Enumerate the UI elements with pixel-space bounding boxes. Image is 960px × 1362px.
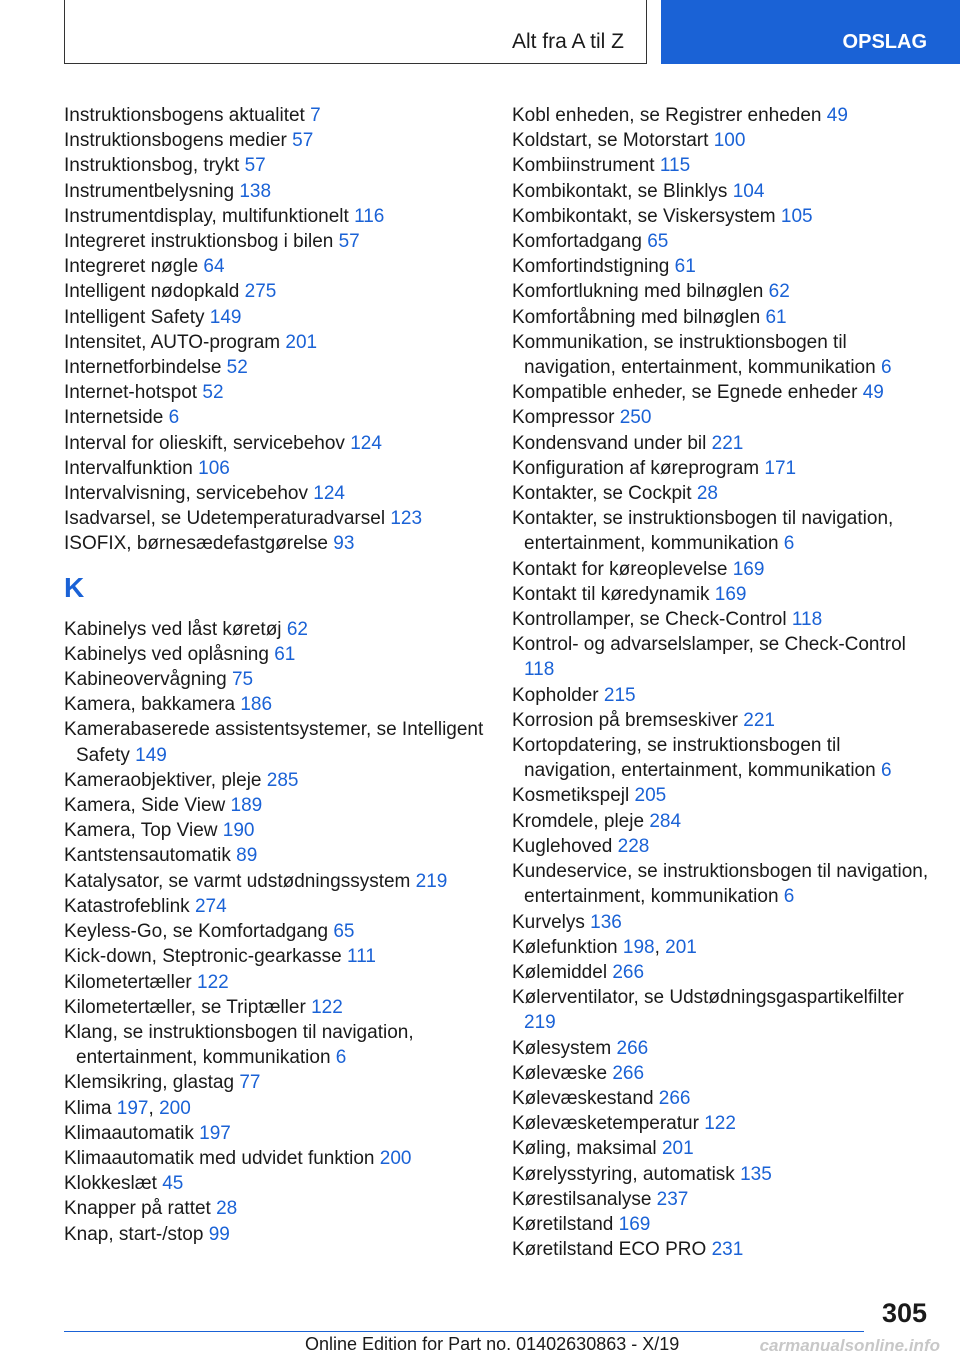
index-entry-text: Intelligent nødopkald bbox=[64, 281, 240, 303]
index-entry-text: Kick-down, Steptronic-gearkasse bbox=[64, 946, 342, 968]
page-reference-link[interactable]: 49 bbox=[862, 382, 884, 404]
index-entry-text: Intelligent Safety bbox=[64, 306, 205, 328]
index-entry bbox=[64, 944, 484, 969]
page-reference-link[interactable]: 6 bbox=[783, 886, 795, 908]
index-entry-text: Katalysator, se varmt udstødningssystem bbox=[64, 870, 411, 892]
index-entry-text: Kølevæsketemperatur bbox=[512, 1113, 699, 1135]
index-entry bbox=[64, 970, 484, 995]
index-entry bbox=[512, 557, 932, 582]
page-reference-link[interactable]: 52 bbox=[202, 382, 224, 404]
index-entry bbox=[512, 985, 932, 1035]
page-reference-link[interactable]: 215 bbox=[603, 684, 636, 706]
index-entry bbox=[512, 254, 932, 279]
index-entry-text: Kompatible enheder, se Egnede enheder bbox=[512, 382, 858, 404]
page-reference-link[interactable]: 45 bbox=[162, 1173, 184, 1195]
index-entry bbox=[64, 843, 484, 868]
page-reference-link[interactable]: 93 bbox=[333, 533, 355, 555]
index-entry-text: Kamera, Top View bbox=[64, 820, 218, 842]
index-entry-text: Kromdele, pleje bbox=[512, 810, 645, 832]
index-entry-text: Kontrol- og advarselslamper, se Check-Control bbox=[512, 634, 906, 656]
index-entry bbox=[64, 667, 484, 692]
index-entry-text: Kombikontakt, se Blinklys bbox=[512, 180, 728, 202]
page-reference-link[interactable]: 49 bbox=[826, 105, 848, 126]
page-reference-link[interactable]: 124 bbox=[313, 483, 345, 505]
index-entry-text: Kommunikation, se instruktionsbogen til navigation, entertainment, kommunikation bbox=[512, 331, 876, 379]
page-reference-link[interactable]: 57 bbox=[338, 231, 360, 253]
index-entry bbox=[512, 859, 932, 909]
page-reference-link[interactable]: 266 bbox=[658, 1087, 691, 1109]
index-entry bbox=[512, 179, 932, 204]
page-reference-link[interactable]: 219 bbox=[524, 1012, 556, 1034]
page-reference-link[interactable]: 77 bbox=[239, 1072, 261, 1094]
index-entry-text: Katastrofeblink bbox=[64, 895, 190, 917]
index-entry-text: Kølesystem bbox=[512, 1037, 612, 1059]
index-entry-text: Klima bbox=[64, 1097, 112, 1119]
index-entry-text: Klang, se instruktionsbogen til navigation, entertainment, kommunikation bbox=[64, 1021, 414, 1069]
index-entry bbox=[64, 1222, 484, 1247]
page-reference-link[interactable]: 228 bbox=[617, 835, 650, 857]
index-entry-text: Kantstensautomatik bbox=[64, 845, 231, 867]
page-reference-link[interactable]: 197 bbox=[199, 1122, 231, 1144]
index-entry-text: Intervalfunktion bbox=[64, 457, 193, 479]
page-reference-link[interactable]: 28 bbox=[696, 483, 718, 505]
index-entry bbox=[512, 809, 932, 834]
index-entry bbox=[512, 279, 932, 304]
index-entry-text: Kørelysstyring, automatisk bbox=[512, 1163, 735, 1185]
page-reference-link[interactable]: 65 bbox=[647, 231, 669, 253]
index-entry bbox=[64, 305, 484, 330]
index-column-right bbox=[512, 103, 932, 1262]
index-entry-text: Kontakter, se instruktionsbogen til navigation, entertainment, kommunikation bbox=[512, 508, 894, 555]
page-reference-link[interactable]: 266 bbox=[616, 1037, 649, 1059]
footer-edition-text: Online Edition for Part no. 01402630863 - X/19 bbox=[305, 1334, 680, 1354]
index-entry-text: Kilometertæller, se Triptæller bbox=[64, 996, 306, 1018]
index-entry bbox=[64, 506, 484, 531]
index-entry bbox=[64, 818, 484, 843]
index-entry bbox=[64, 617, 484, 642]
page-reference-link[interactable]: 198 bbox=[622, 936, 655, 958]
page-reference-link[interactable]: 123 bbox=[390, 508, 423, 530]
index-entry-text: Integreret nøgle bbox=[64, 256, 199, 278]
page-reference-link[interactable]: 104 bbox=[732, 180, 765, 202]
index-entry bbox=[64, 1171, 484, 1196]
index-entry bbox=[64, 153, 484, 178]
page-reference-link[interactable]: 169 bbox=[732, 558, 765, 580]
page-reference-link[interactable]: 171 bbox=[764, 457, 797, 479]
index-entry-text: Korrosion på bremseskiver bbox=[512, 709, 738, 731]
index-entry bbox=[64, 380, 484, 405]
page-reference-link[interactable]: 106 bbox=[198, 457, 230, 479]
page-reference-link[interactable]: 6 bbox=[880, 760, 892, 782]
footer-divider bbox=[64, 1331, 864, 1332]
index-entry bbox=[64, 431, 484, 456]
page-reference-link[interactable]: 64 bbox=[203, 256, 225, 278]
page-reference-link[interactable]: 149 bbox=[135, 744, 167, 766]
index-entry bbox=[512, 1162, 932, 1187]
page-reference-link[interactable]: 266 bbox=[612, 1062, 645, 1084]
page-reference-link[interactable]: 149 bbox=[209, 306, 242, 328]
index-entry bbox=[512, 506, 932, 556]
page-reference-link[interactable]: 197 bbox=[116, 1097, 149, 1119]
page-reference-link[interactable]: 124 bbox=[350, 432, 382, 454]
index-entry bbox=[64, 481, 484, 506]
index-entry-text: ISOFIX, børnesædefastgørelse bbox=[64, 533, 328, 555]
page-reference-link[interactable]: 62 bbox=[768, 281, 790, 303]
index-entry bbox=[64, 405, 484, 430]
index-entry bbox=[64, 919, 484, 944]
index-entry bbox=[64, 894, 484, 919]
index-entry bbox=[512, 632, 932, 682]
index-entry-text: Isadvarsel, se Udetemperaturadvarsel bbox=[64, 508, 386, 530]
index-entry bbox=[64, 254, 484, 279]
index-entry-text: Koldstart, se Motorstart bbox=[512, 130, 709, 152]
header-section-box bbox=[64, 0, 647, 64]
index-entry bbox=[64, 531, 484, 556]
index-entry-text: Kontrollamper, se Check-Control bbox=[512, 609, 787, 631]
page-reference-link[interactable]: 169 bbox=[618, 1213, 651, 1235]
index-entry bbox=[64, 279, 484, 304]
index-entry bbox=[512, 330, 932, 380]
page-reference-link[interactable]: 115 bbox=[659, 155, 691, 177]
index-entry-text: Kopholder bbox=[512, 684, 599, 706]
page-reference-link[interactable]: 284 bbox=[649, 810, 682, 832]
index-entry-text: Keyless-Go, se Komfortadgang bbox=[64, 921, 329, 943]
index-entry-text: Integreret instruktionsbog i bilen bbox=[64, 231, 334, 253]
page-reference-link[interactable]: 186 bbox=[240, 694, 273, 716]
index-entry-text: Kørestilsanalyse bbox=[512, 1188, 652, 1210]
index-entry-text: Kølemiddel bbox=[512, 961, 608, 983]
index-entry bbox=[64, 642, 484, 667]
page-reference-link[interactable]: 57 bbox=[244, 155, 266, 177]
page-reference-link[interactable]: 7 bbox=[310, 105, 321, 126]
index-entry bbox=[512, 128, 932, 153]
index-entry-text: Internetside bbox=[64, 407, 164, 429]
index-entry-text: Internet-hotspot bbox=[64, 382, 198, 404]
index-entry-text: Klimaautomatik bbox=[64, 1122, 194, 1144]
index-entry-text: Kundeservice, se instruktionsbogen til navigation, entertainment, kommunikation bbox=[512, 861, 929, 908]
index-entry-text: Kobl enheden, se Registrer enheden bbox=[512, 105, 822, 126]
index-entry bbox=[512, 431, 932, 456]
index-entry bbox=[512, 683, 932, 708]
index-entry bbox=[64, 1020, 484, 1070]
index-entry-text: Kølevæske bbox=[512, 1062, 608, 1084]
index-entry bbox=[512, 834, 932, 859]
index-entry-text: Kølerventilator, se Udstødningsgaspartikelfilter bbox=[512, 987, 904, 1009]
index-entry bbox=[64, 179, 484, 204]
index-entry-text: Interval for olieskift, servicebehov bbox=[64, 432, 345, 454]
index-entry bbox=[512, 456, 932, 481]
page-reference-link[interactable]: 250 bbox=[619, 407, 652, 429]
page-reference-link[interactable]: 135 bbox=[740, 1163, 772, 1185]
page-reference-link[interactable]: 52 bbox=[226, 357, 248, 379]
index-entry bbox=[512, 204, 932, 229]
page-reference-link[interactable]: 6 bbox=[335, 1047, 347, 1069]
index-entry-text: Kamerabaserede assistentsystemer, se Intelligent Safety bbox=[64, 719, 484, 766]
index-entry-text: Intervalvisning, servicebehov bbox=[64, 483, 308, 505]
index-entry-text: Kabinelys ved låst køretøj bbox=[64, 618, 282, 640]
index-entry bbox=[64, 717, 484, 767]
index-entry-text: Kontakt til køredynamik bbox=[512, 583, 710, 605]
index-entry bbox=[64, 229, 484, 254]
page-reference-link[interactable]: 237 bbox=[656, 1188, 689, 1210]
index-entry bbox=[512, 960, 932, 985]
index-entry-text: Kabinelys ved oplåsning bbox=[64, 643, 269, 665]
page-reference-link[interactable]: 61 bbox=[274, 643, 296, 665]
page-reference-link[interactable]: 122 bbox=[197, 971, 229, 993]
page-reference-link[interactable]: 221 bbox=[711, 432, 744, 454]
index-entry: Klima 197, 200 bbox=[64, 1097, 191, 1119]
index-entry bbox=[64, 1121, 484, 1146]
index-entry bbox=[512, 1086, 932, 1111]
index-entry-text: Kameraobjektiver, pleje bbox=[64, 769, 262, 791]
index-entry bbox=[64, 995, 484, 1020]
page-reference-link[interactable]: 275 bbox=[244, 281, 277, 303]
page-reference-link[interactable]: 6 bbox=[880, 357, 892, 379]
page-reference-link[interactable]: 221 bbox=[743, 709, 775, 731]
index-entry-text: Kabineovervågning bbox=[64, 669, 227, 691]
index-entry-text: Knap, start-/stop bbox=[64, 1223, 204, 1245]
letter-heading-k: K bbox=[64, 571, 85, 603]
index-group-k bbox=[64, 617, 484, 1247]
index-entry bbox=[512, 1187, 932, 1212]
page-reference-link[interactable]: 122 bbox=[311, 996, 343, 1018]
index-entry bbox=[512, 1036, 932, 1061]
index-entry-text: Intensitet, AUTO-program bbox=[64, 331, 281, 353]
index-entry bbox=[512, 1212, 932, 1237]
index-entry bbox=[64, 204, 484, 229]
page-reference-link[interactable]: 285 bbox=[266, 769, 299, 791]
index-entry bbox=[512, 1061, 932, 1086]
page-reference-link[interactable]: 28 bbox=[216, 1198, 238, 1220]
index-entry-text: Kølefunktion bbox=[512, 936, 618, 958]
index-entry bbox=[512, 708, 932, 733]
index-entry bbox=[64, 1196, 484, 1221]
index-entry bbox=[512, 481, 932, 506]
index-entry-text: Klimaautomatik med udvidet funktion bbox=[64, 1147, 375, 1169]
page-reference-link[interactable]: 122 bbox=[704, 1113, 736, 1135]
page-reference-link[interactable]: 136 bbox=[590, 911, 622, 933]
page-reference-link[interactable]: 190 bbox=[222, 820, 255, 842]
index-entry bbox=[512, 405, 932, 430]
index-entry bbox=[64, 128, 484, 153]
index-entry-text: Komfortindstigning bbox=[512, 256, 670, 278]
index-entry bbox=[512, 153, 932, 178]
page-reference-link[interactable]: 99 bbox=[208, 1223, 230, 1245]
index-entry bbox=[64, 768, 484, 793]
index-entry bbox=[64, 1146, 484, 1171]
index-entry-text: Kombiinstrument bbox=[512, 155, 655, 177]
index-entry bbox=[512, 103, 932, 128]
page-reference-link[interactable]: 57 bbox=[292, 130, 314, 152]
index-entry bbox=[64, 330, 484, 355]
index-entry bbox=[512, 733, 932, 783]
index-entry bbox=[64, 793, 484, 818]
index-entry-text: Køling, maksimal bbox=[512, 1138, 657, 1160]
page-reference-link[interactable]: 61 bbox=[674, 256, 696, 278]
page-reference-link[interactable]: 75 bbox=[231, 669, 254, 691]
index-entry-text: Kondensvand under bil bbox=[512, 432, 707, 454]
index-entry bbox=[512, 229, 932, 254]
watermark-text: carmanualsonline.info bbox=[759, 1336, 940, 1355]
index-entry-text: Instrumentdisplay, multifunktionelt bbox=[64, 205, 349, 227]
index-entry: Kølefunktion 198, 201 bbox=[512, 936, 697, 958]
page-reference-link[interactable]: 118 bbox=[791, 609, 823, 631]
page-reference-link[interactable]: 105 bbox=[780, 205, 813, 227]
page-reference-link[interactable]: 100 bbox=[713, 130, 746, 152]
page-reference-link[interactable]: 118 bbox=[524, 659, 555, 681]
index-entry-text: Internetforbindelse bbox=[64, 357, 222, 379]
section-title: Alt fra A til Z bbox=[511, 30, 624, 53]
index-entry-text: Kuglehoved bbox=[512, 835, 613, 857]
index-entry bbox=[64, 103, 484, 128]
index-entry-text: Klokkeslæt bbox=[64, 1173, 157, 1195]
index-entry-text: Komfortlukning med bilnøglen bbox=[512, 281, 764, 303]
page-reference-link[interactable]: 200 bbox=[159, 1097, 191, 1119]
page-reference-link[interactable]: 116 bbox=[354, 205, 385, 227]
index-entry bbox=[512, 607, 932, 632]
index-entry-text: Konfiguration af køreprogram bbox=[512, 457, 760, 479]
index-entry-text: Komfortadgang bbox=[512, 231, 642, 253]
index-entry-text: Køretilstand bbox=[512, 1213, 614, 1235]
page-reference-link[interactable]: 266 bbox=[612, 961, 645, 983]
page-reference-link[interactable]: 274 bbox=[194, 895, 227, 917]
page-reference-link[interactable]: 61 bbox=[765, 306, 787, 328]
page-reference-link[interactable]: 65 bbox=[333, 921, 355, 943]
index-entry-text: Kosmetikspejl bbox=[512, 785, 630, 807]
page-reference-link[interactable]: 6 bbox=[783, 533, 795, 555]
tab-opslag[interactable] bbox=[661, 0, 960, 64]
index-entry bbox=[512, 1237, 932, 1262]
index-entry-text: Kølevæskestand bbox=[512, 1087, 654, 1109]
index-group-i bbox=[64, 103, 484, 557]
page-reference-link[interactable]: 201 bbox=[665, 936, 697, 958]
index-entry-text: Kortopdatering, se instruktionsbogen til navigation, entertainment, kommunikation bbox=[512, 735, 876, 782]
page-reference-link[interactable]: 189 bbox=[230, 795, 263, 817]
index-entry-text: Kamera, Side View bbox=[64, 795, 226, 817]
index-entry-text: Kilometertæller bbox=[64, 971, 192, 993]
index-group-k-continued bbox=[512, 103, 932, 1262]
index-entry-text: Knapper på rattet bbox=[64, 1198, 211, 1220]
index-entry-text: Klemsikring, glastag bbox=[64, 1072, 235, 1094]
page-reference-link[interactable]: 219 bbox=[415, 870, 448, 892]
index-entry-text: Kombikontakt, se Viskersystem bbox=[512, 205, 776, 227]
index-entry bbox=[64, 355, 484, 380]
index-entry bbox=[512, 380, 932, 405]
index-entry bbox=[64, 1070, 484, 1095]
page-reference-link[interactable]: 6 bbox=[168, 407, 180, 429]
index-entry bbox=[512, 1111, 932, 1136]
page-reference-link[interactable]: 111 bbox=[347, 946, 376, 968]
page-number: 305 bbox=[881, 1298, 927, 1328]
index-entry bbox=[512, 305, 932, 330]
page-reference-link[interactable]: 138 bbox=[239, 180, 272, 202]
index-entry-text: Kontakt for køreoplevelse bbox=[512, 558, 728, 580]
index-entry-text: Instruktionsbogens aktualitet bbox=[64, 105, 305, 126]
index-entry bbox=[512, 1136, 932, 1161]
index-entry-text: Instruktionsbogens medier bbox=[64, 130, 287, 152]
index-entry-text: Kurvelys bbox=[512, 911, 585, 933]
page-reference-link[interactable]: 231 bbox=[711, 1239, 744, 1261]
index-entry bbox=[512, 582, 932, 607]
index-entry-text: Kontakter, se Cockpit bbox=[512, 483, 692, 505]
index-entry bbox=[64, 692, 484, 717]
page-reference-link[interactable]: 201 bbox=[285, 331, 318, 353]
index-entry-text: Køretilstand ECO PRO bbox=[512, 1239, 707, 1261]
index-entry-text: Kamera, bakkamera bbox=[64, 694, 236, 716]
index-entry bbox=[512, 783, 932, 808]
page-reference-link[interactable]: 89 bbox=[236, 845, 258, 867]
index-column-left bbox=[64, 103, 484, 1247]
index-entry bbox=[64, 869, 484, 894]
index-entry-text: Instruktionsbog, trykt bbox=[64, 155, 240, 177]
index-entry-text: Kompressor bbox=[512, 407, 615, 429]
page-reference-link[interactable]: 169 bbox=[714, 583, 747, 605]
index-entry bbox=[512, 910, 932, 935]
page-reference-link[interactable]: 200 bbox=[379, 1147, 412, 1169]
index-entry bbox=[64, 456, 484, 481]
page-reference-link[interactable]: 205 bbox=[634, 785, 667, 807]
page-reference-link[interactable]: 62 bbox=[286, 618, 308, 640]
index-entry-text: Komfortåbning med bilnøglen bbox=[512, 306, 761, 328]
page-reference-link[interactable]: 201 bbox=[661, 1138, 694, 1160]
tab-opslag-label: OPSLAG bbox=[842, 31, 927, 53]
index-entry-text: Instrumentbelysning bbox=[64, 180, 235, 202]
